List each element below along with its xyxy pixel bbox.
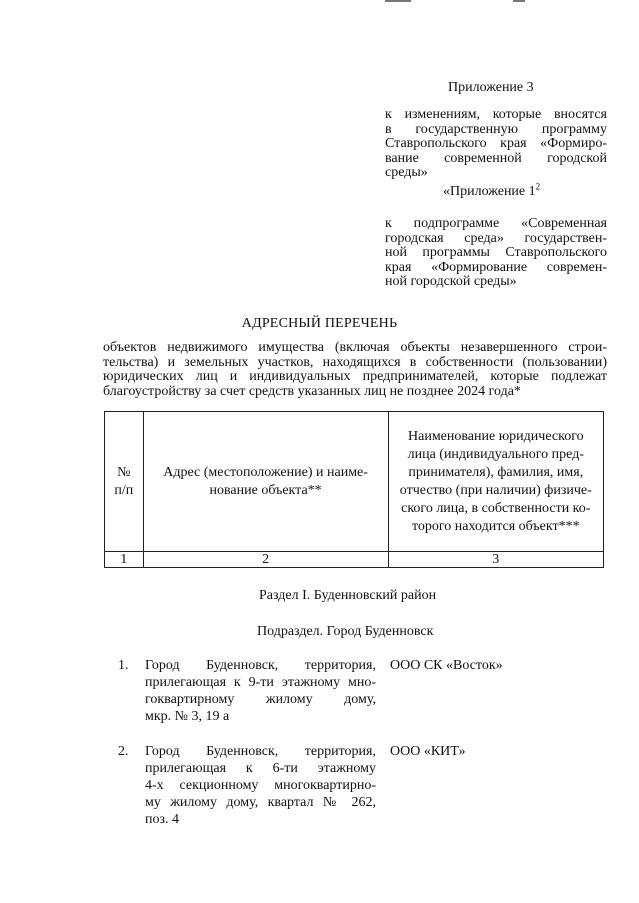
appendix-description: [385, 108, 607, 181]
entry-owner: ООО «КИТ»: [390, 744, 466, 759]
entry-address-line: прилегающая к 9-ти этажному мно-: [145, 675, 376, 690]
entry-address-line: прилегающая к 6-ти этажному: [145, 761, 376, 776]
entry-address: [145, 743, 376, 828]
entry-address-line: Город Буденновск, территория,: [145, 744, 376, 759]
entry-owner: ООО СК «Восток»: [390, 658, 503, 673]
entry-address-line: гоквартирному жилому дому,: [145, 692, 376, 707]
entry-address-line: мкр. № 3, 19 а: [145, 709, 230, 724]
entry-number: 2.: [118, 744, 129, 759]
entry-address: [145, 657, 376, 725]
appendix-sub-description-line: ной городской среды»: [385, 274, 517, 289]
table-header-row: [105, 412, 604, 552]
entry-address-line: му жилому дому, квартал № 262,: [145, 795, 376, 810]
document-subtitle: [103, 341, 607, 399]
document-subtitle-line: тельства) и земельных участков, находящихся в собственности (пользовании): [103, 354, 607, 370]
column-number-cell: 2: [143, 552, 388, 568]
entry-address-line: Город Буденновск, территория,: [145, 658, 376, 673]
document-title: АДРЕСНЫЙ ПЕРЕЧЕНЬ: [241, 316, 398, 331]
section-title: Раздел I. Буденновский район: [259, 588, 437, 603]
appendix-sub-description-line: края «Формирование современ-: [385, 259, 607, 275]
appendix-sub-title-sup: 2: [535, 181, 541, 192]
appendix-sub-description: [385, 217, 607, 290]
header-cell-owner: Наименование юридического лица (индивидуального пред-принимателя), фамилия, имя, отчество (при наличии) физиче-ского лица, в собственности ко-торого находится объект***: [388, 412, 603, 552]
appendix-sub-description-line: ной программы Ставропольского: [385, 245, 607, 260]
document-subtitle-line: объектов недвижимого имущества (включая объекты незавершенного строи-: [103, 340, 607, 355]
column-number-cell: 1: [105, 552, 144, 568]
subsection-title: Подраздел. Город Буденновск: [257, 624, 434, 639]
document-subtitle-line: благоустройству за счет средств указанных лиц не позднее 2024 года*: [103, 383, 521, 399]
document-subtitle-line: юридических лиц и индивидуальных предпринимателей, которые подлежат: [103, 369, 607, 384]
appendix-description-line: среды»: [385, 165, 428, 180]
appendix-sub-title-text: «Приложение 1: [443, 184, 536, 199]
header-cell-address: Адрес (местоположение) и наиме-нование объекта**: [143, 412, 388, 552]
entry-number: 1.: [118, 658, 129, 673]
top-scan-marks: [385, 0, 535, 4]
appendix-description-line: вание современной городской: [385, 150, 607, 166]
header-cell-number: № п/п: [105, 412, 144, 552]
column-number-cell: 3: [388, 552, 603, 568]
appendix-sub-description-line: городская среда» государствен-: [385, 230, 607, 246]
appendix-description-line: Ставропольского края «Формиро-: [385, 136, 607, 151]
appendix-description-line: в государственную программу: [385, 121, 607, 137]
entry-address-line: поз. 4: [145, 812, 180, 827]
appendix-sub-title: [443, 181, 541, 200]
appendix-sub-description-line: к подпрограмме «Современная: [385, 216, 607, 231]
entry-address-line: 4-х секционному многоквартирно-: [145, 778, 376, 793]
table-column-numbers-row: [105, 552, 604, 568]
appendix-description-line: к изменениям, которые вносятся: [385, 107, 607, 122]
address-list-table: [104, 411, 604, 568]
appendix-title: Приложение 3: [448, 80, 534, 95]
